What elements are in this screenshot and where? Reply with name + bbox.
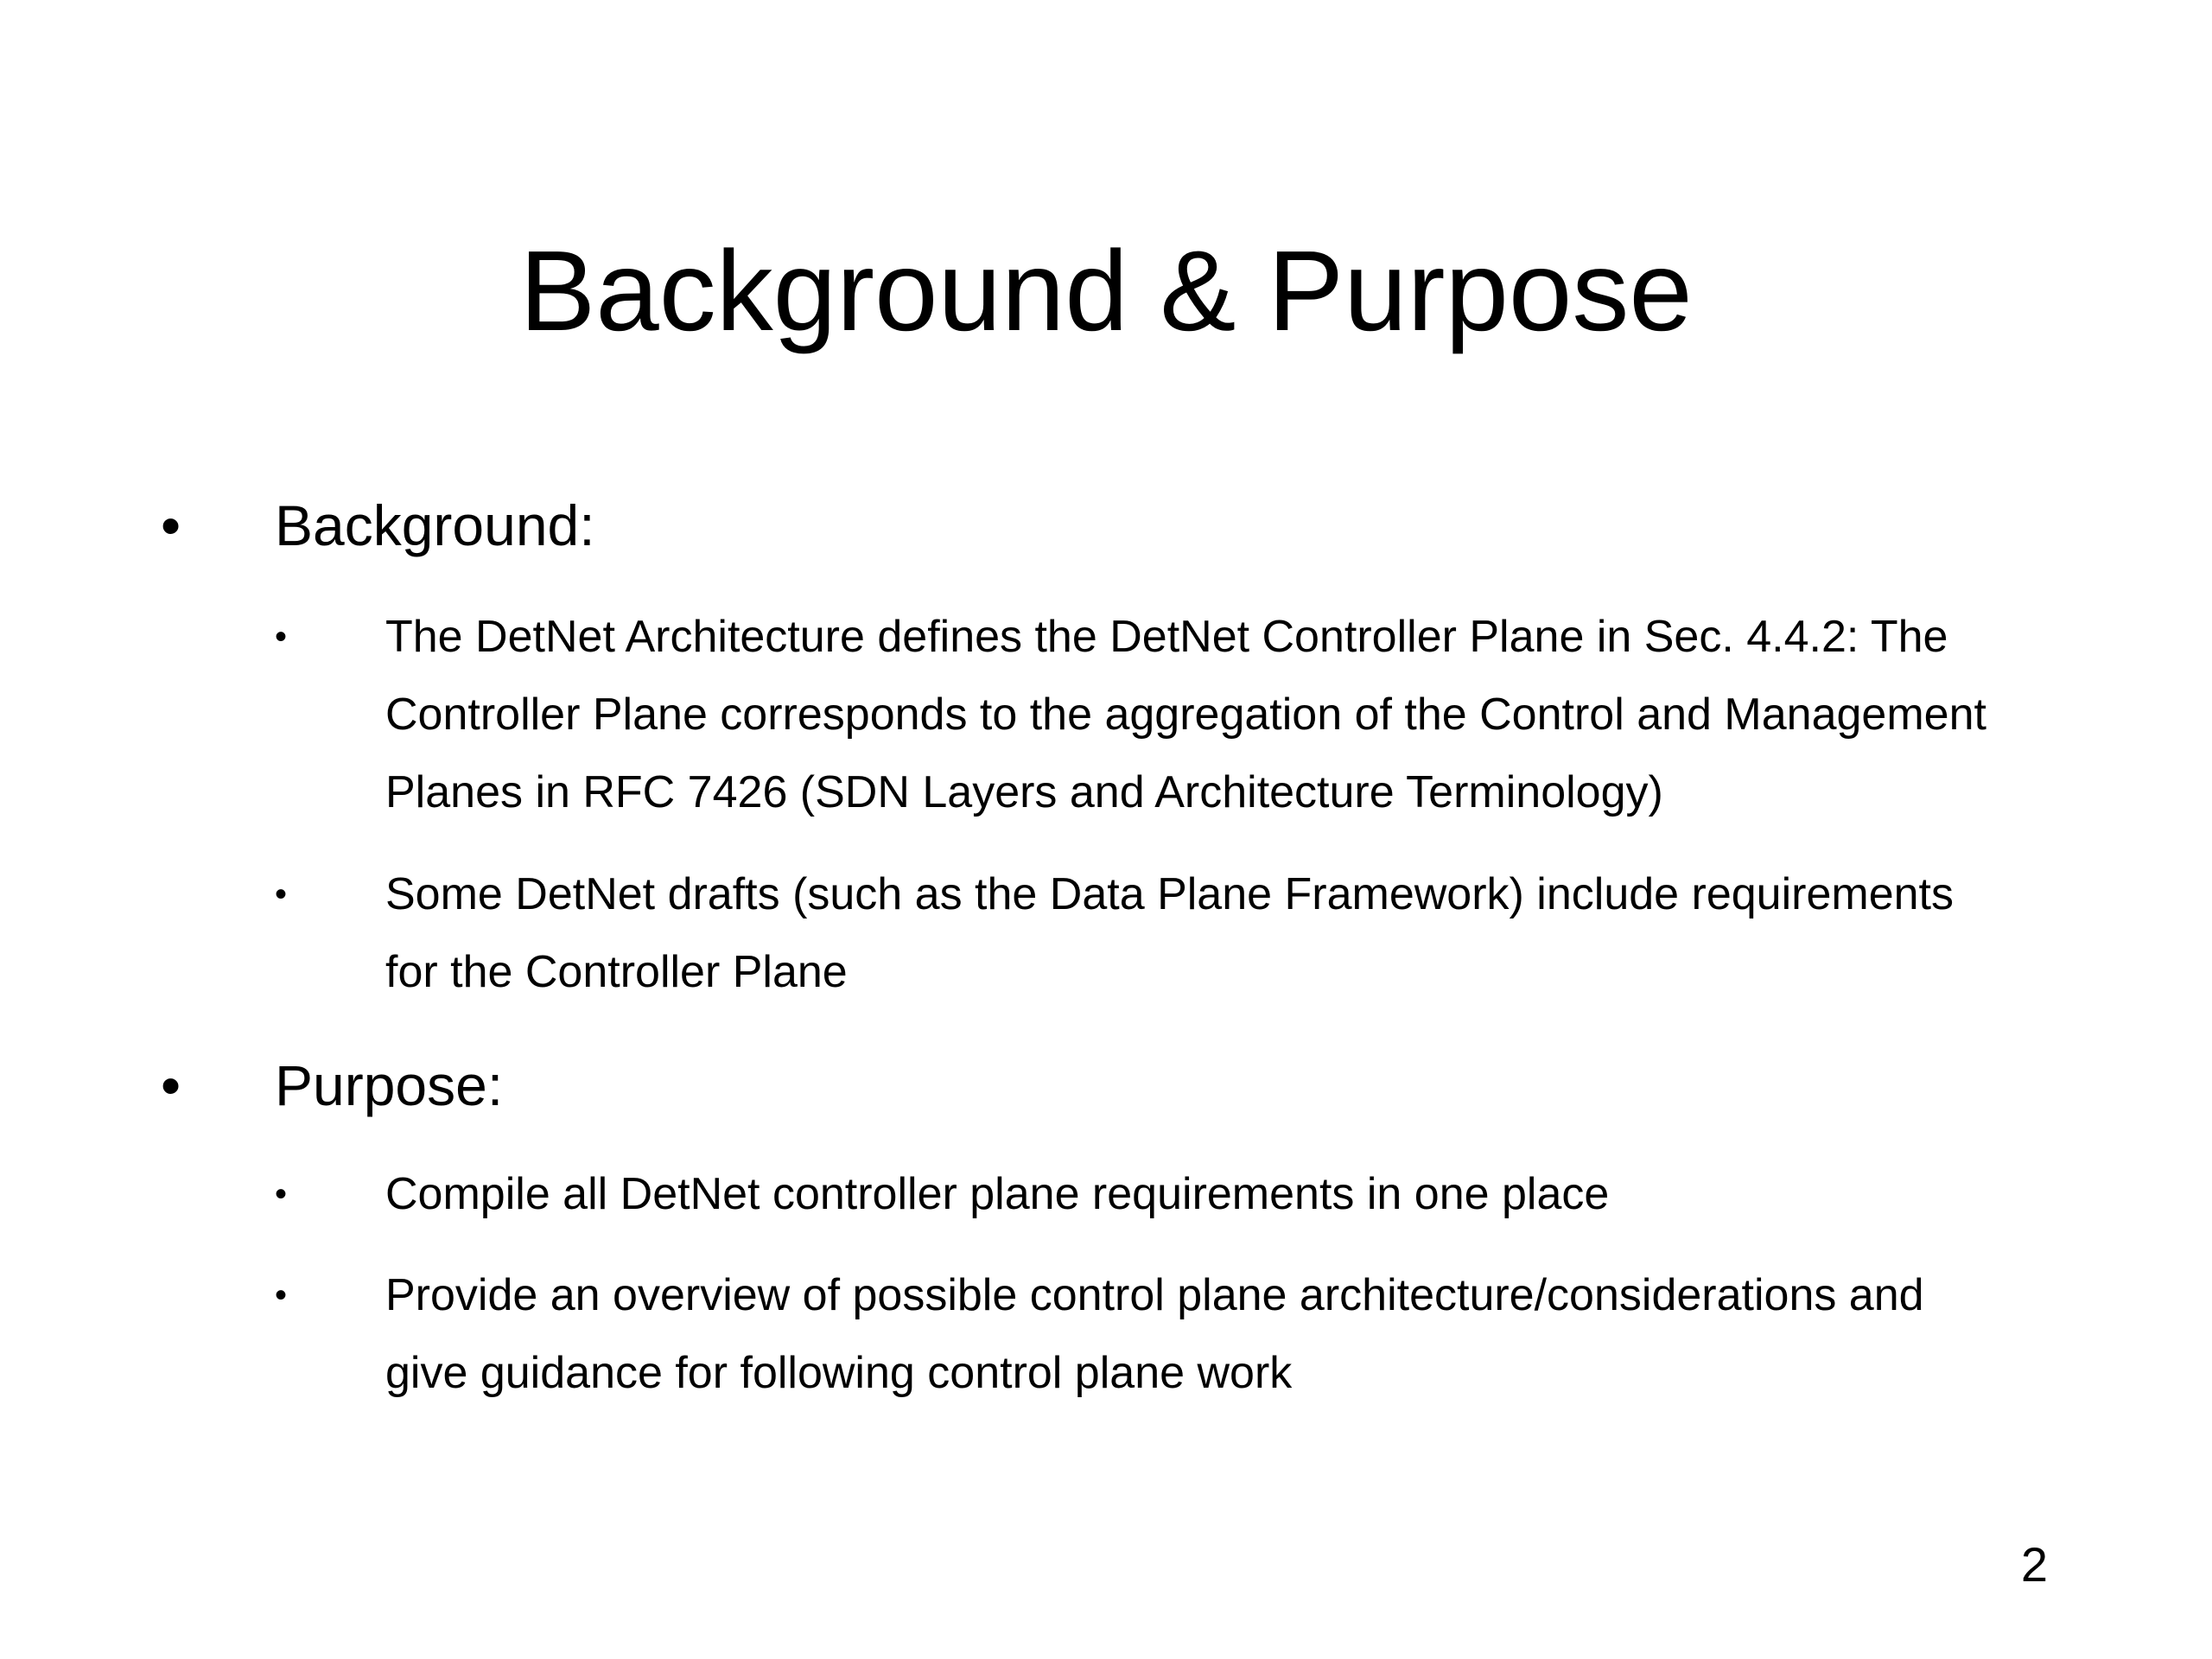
list-item-line: Some DetNet drafts (such as the Data Plane Framework) include requirements: [385, 869, 1954, 919]
list-item-line: Provide an overview of possible control plane architecture/considerations and: [385, 1270, 1924, 1320]
list-item-line: give guidance for following control plane work: [385, 1348, 1293, 1398]
list-item-line: Compile all DetNet controller plane requirements in one place: [385, 1169, 1610, 1219]
bullet-glyph: •: [275, 1276, 288, 1314]
list-item-line: Planes in RFC 7426 (SDN Layers and Architecture Terminology): [385, 767, 1663, 817]
list-item-line: Controller Plane corresponds to the aggregation of the Control and Management: [385, 690, 1986, 740]
bullet-glyph: •: [161, 1053, 181, 1117]
section-heading-label: Background:: [275, 493, 595, 557]
bullet-glyph: •: [275, 1175, 288, 1213]
bullet-glyph: •: [275, 875, 288, 913]
slide-title: Background & Purpose: [519, 227, 1693, 354]
bullet-glyph: •: [275, 618, 288, 656]
bullet-glyph: •: [161, 493, 181, 557]
list-item-line: The DetNet Architecture defines the DetNet Controller Plane in Sec. 4.4.2: The: [385, 612, 1948, 662]
section-heading-label: Purpose:: [275, 1053, 504, 1117]
page-number: 2: [2020, 1537, 2048, 1592]
list-item: [275, 598, 2113, 831]
list-item: [275, 855, 2113, 1011]
list-item-line: for the Controller Plane: [385, 947, 848, 997]
list-item: [275, 1256, 2113, 1412]
list-item: [275, 1155, 2113, 1233]
